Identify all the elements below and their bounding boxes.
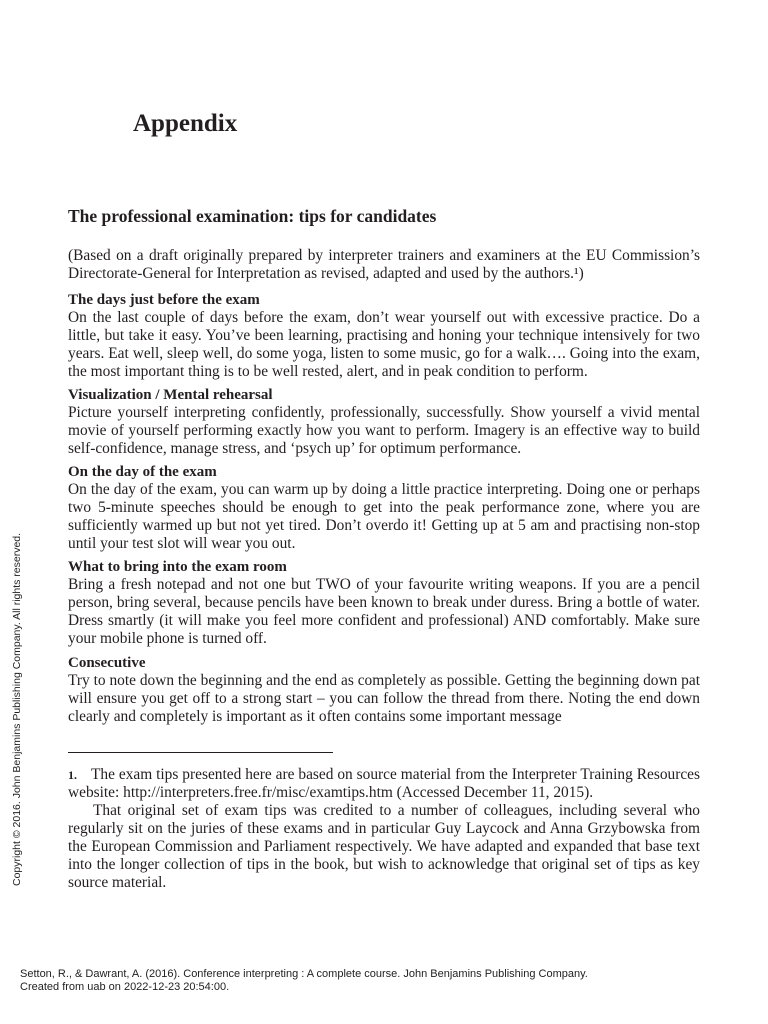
section-text: Picture yourself interpreting confidently, professionally, successfully. Show yourself a vivid mental movie of yourself performing exactly how you want to perform. Imagery is an effective way to build self-confidence, manage stress, and ‘psych up’ for optimum performance. — [68, 404, 700, 457]
page-title: Appendix — [133, 110, 238, 137]
section-text: On the day of the exam, you can warm up by doing a little practice interpreting. Doing one or perhaps two 5-minute speeches should be enough to get into the peak performance zone, where you are sufficiently warmed up but not yet tired. Don’t overdo it! Getting up at 5 am and practising non-stop until your test slot will wear you out. — [68, 481, 700, 552]
section-heading: Consecutive — [68, 655, 146, 671]
section-heading: What to bring into the exam room — [68, 559, 287, 575]
section-text: Bring a fresh notepad and not one but TWO of your favourite writing weapons. If you are a pencil person, bring several, because pencils have been known to break under duress. Bring a bottle of water. Dress smartly (it will make you feel more confident and professional) AND comfortably. Make sure your mobile phone is turned off. — [68, 576, 700, 647]
section-heading: Visualization / Mental rehearsal — [68, 387, 273, 403]
footnote-number: 1. — [68, 768, 77, 782]
footnote-text-2: That original set of exam tips was credited to a number of colleagues, including several who regularly sit on the juries of these exams and in particular Guy Laycock and Anna Grzybowska from the European Commission and Parliament respectively. We have adapted and expanded that base text into the longer collection of tips in the book, but wish to acknowledge that original set of tips as key source material. — [68, 802, 700, 891]
footnote — [68, 766, 700, 892]
section-consecutive — [68, 654, 700, 726]
section-heading: On the day of the exam — [68, 464, 217, 480]
section-exam-day — [68, 463, 700, 553]
section-text: On the last couple of days before the exam, don’t wear yourself out with excessive practice. Do a little, but take it easy. You’ve been learning, practising and honing your technique intensively for two years. Eat well, sleep well, do some yoga, listen to some music, go for a walk…. Going into the exam, the most important thing is to be well rested, alert, and in peak condition to perform. — [68, 309, 700, 380]
citation-line: Setton, R., & Dawrant, A. (2016). Conference interpreting : A complete course. John Benjamins Publishing Company. — [20, 968, 588, 980]
footnote-text: The exam tips presented here are based on source material from the Interpreter Training Resources website: http://interpreters.free.fr/misc/examtips.htm (Accessed December 11, 2015). — [68, 766, 700, 801]
section-what-to-bring — [68, 558, 700, 648]
section-days-before — [68, 291, 700, 381]
intro-text: (Based on a draft originally prepared by interpreter trainers and examiners at the EU Commission’s Directorate-General for Interpretation as revised, adapted and used by the authors.¹) — [68, 247, 700, 282]
section-heading: The days just before the exam — [68, 292, 260, 308]
footnote-divider — [68, 752, 333, 753]
section-title: The professional examination: tips for candidates — [68, 206, 437, 226]
created-line: Created from uab on 2022-12-23 20:54:00. — [20, 980, 230, 993]
citation — [20, 968, 588, 993]
copyright-notice: Copyright © 2016. John Benjamins Publishing Company. All rights reserved. — [11, 532, 23, 886]
section-visualization — [68, 386, 700, 458]
intro-paragraph — [68, 247, 700, 283]
section-text: Try to note down the beginning and the end as completely as possible. Getting the beginning down pat will ensure you get off to a strong start – you can follow the thread from there. Noting the end down clearly and completely is important as it often contains some important message — [68, 672, 700, 725]
